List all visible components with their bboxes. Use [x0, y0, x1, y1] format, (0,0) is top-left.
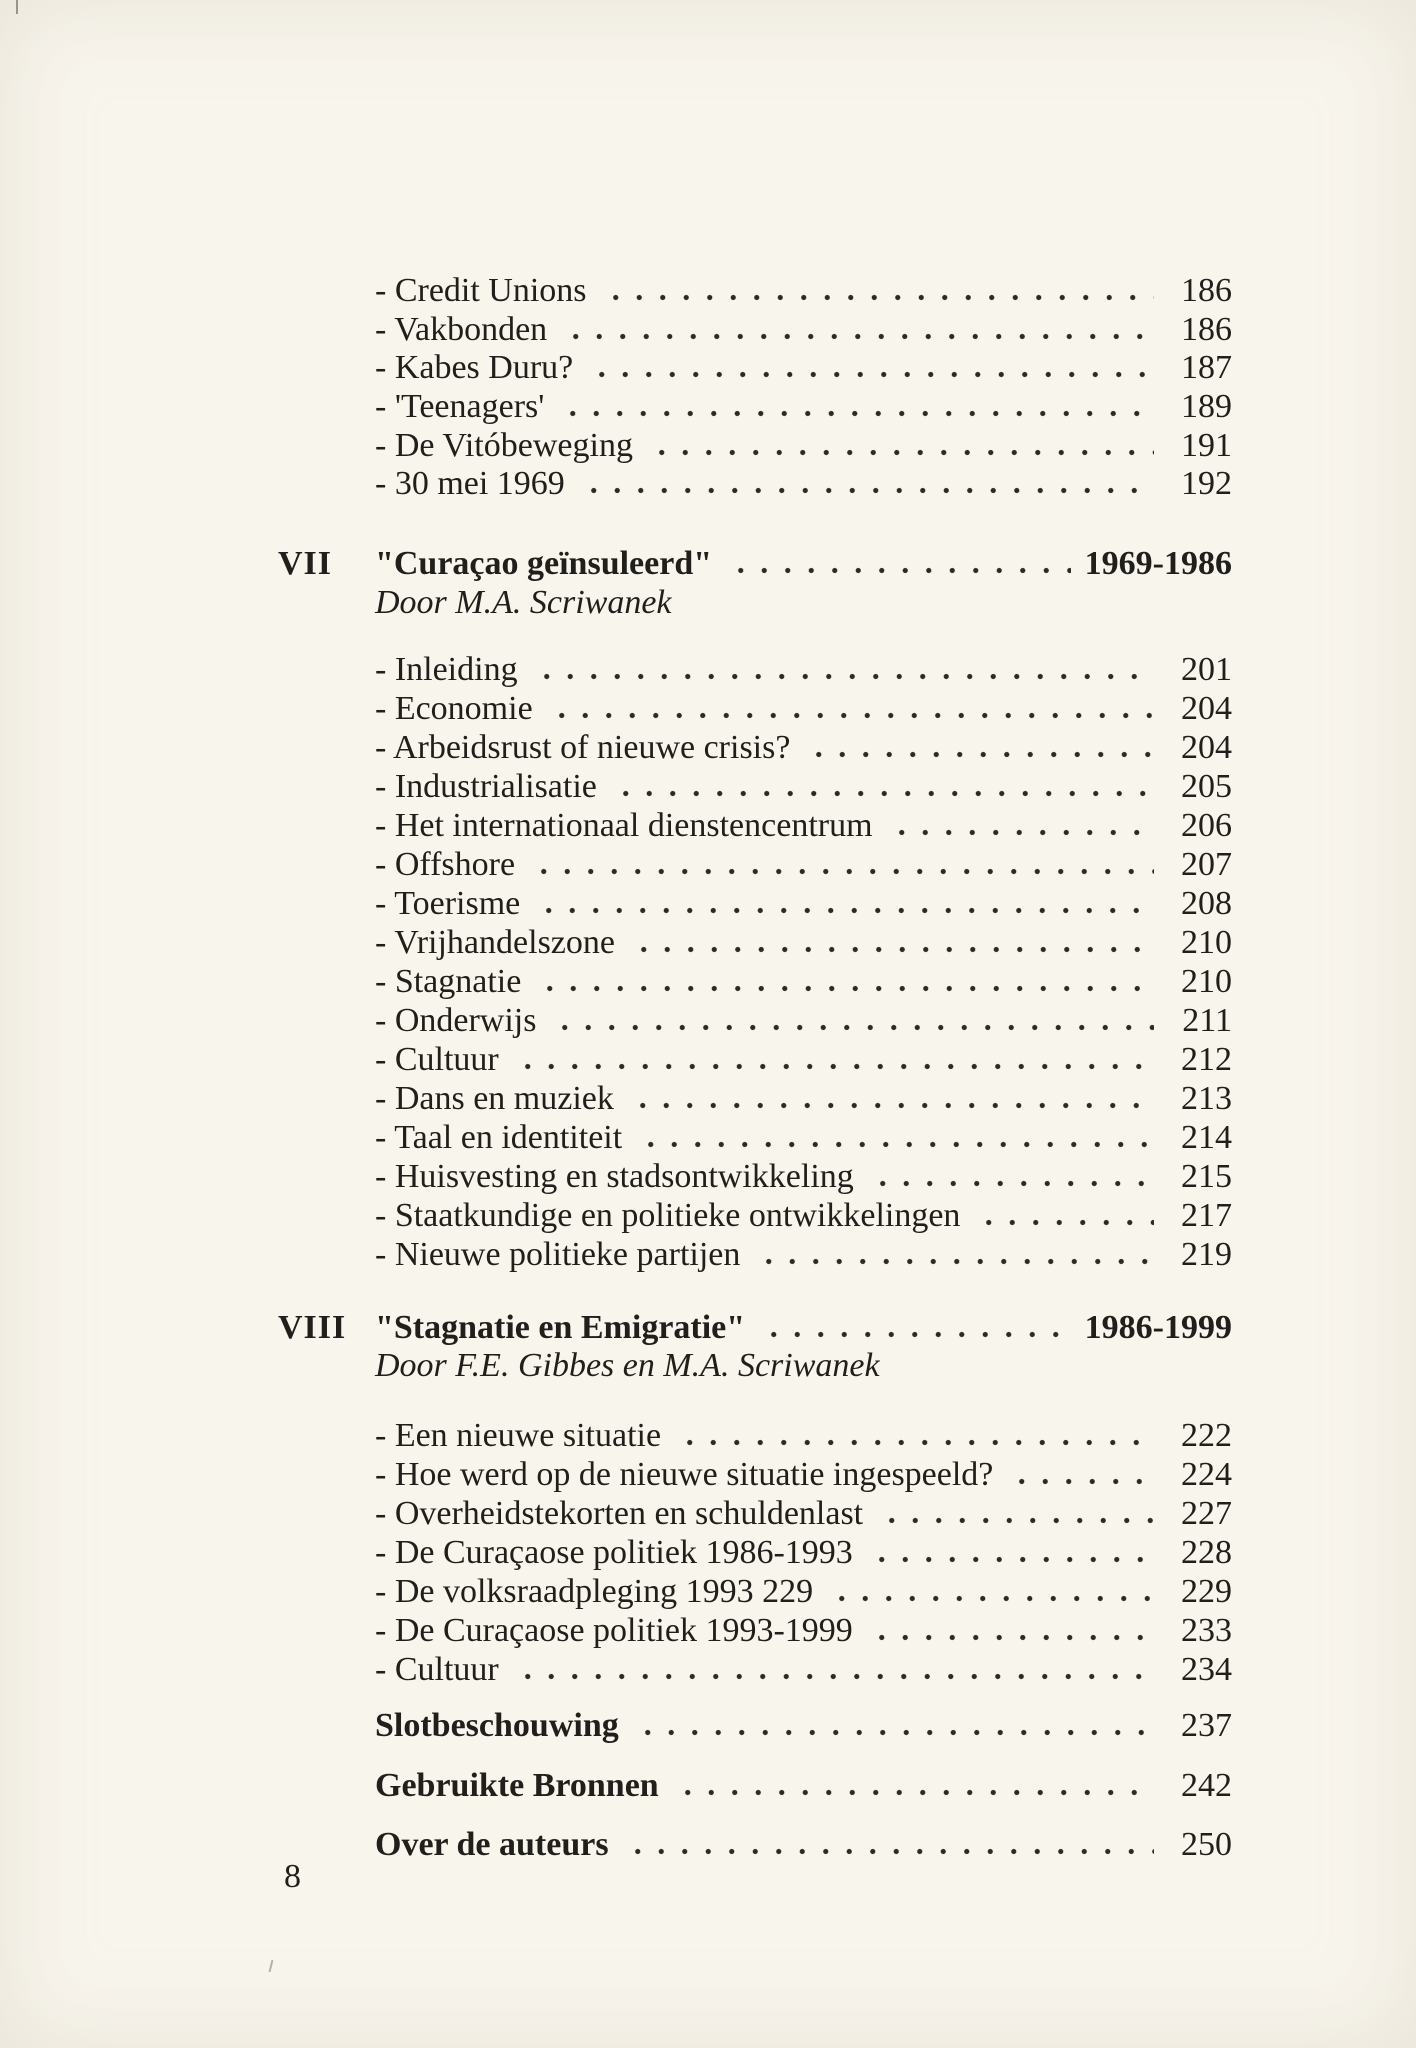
scan-artifact — [16, 0, 18, 14]
chapter-title: "Curaçao geïnsuleerd" — [375, 545, 713, 583]
dotted-leader — [600, 294, 1154, 301]
toc-entry — [375, 465, 1232, 504]
toc-entry — [375, 1001, 1232, 1040]
dotted-leader — [531, 673, 1154, 680]
toc-entry-page: 227 — [1181, 1494, 1232, 1532]
toc-entry-label: - Industrialisatie — [375, 767, 597, 805]
toc-entry — [375, 1118, 1232, 1157]
toc-entry-label: - Offshore — [375, 845, 516, 883]
toc-entry — [375, 728, 1232, 767]
toc-entry-label: Over de auteurs — [375, 1826, 609, 1864]
toc-entry-page: 212 — [1181, 1040, 1232, 1078]
toc-entry — [375, 1707, 1232, 1746]
toc-entry — [375, 1611, 1232, 1650]
toc-entry-page: 242 — [1181, 1766, 1232, 1804]
toc-entry-page: 207 — [1181, 845, 1232, 883]
dotted-leader — [803, 751, 1154, 758]
chapter-entries — [278, 1416, 1232, 1689]
chapter-title: "Stagnatie en Emigratie" — [375, 1308, 746, 1346]
toc-entry — [375, 806, 1232, 845]
toc-entry — [375, 1416, 1232, 1455]
toc-entry-label: - Overheidstekorten en schuldenlast — [375, 1494, 864, 1532]
toc-entry-label: - De volksraadpleging 1993 229 — [375, 1572, 814, 1610]
toc-entry — [375, 767, 1232, 806]
toc-entry-page: 237 — [1181, 1706, 1232, 1744]
toc-entry-label: - Credit Unions — [375, 272, 587, 309]
toc-entry-label: - Hoe werd op de nieuwe situatie ingespeeld? — [375, 1455, 994, 1493]
toc-entry — [375, 1157, 1232, 1196]
toc-entry — [375, 1650, 1232, 1689]
toc-entry-label: - Stagnatie — [375, 962, 522, 1000]
toc-entry-label: - Het internationaal dienstencentrum — [375, 806, 873, 844]
toc-entry-page: 191 — [1181, 426, 1232, 464]
dotted-leader — [528, 868, 1154, 875]
toc-entry-label: - Arbeidsrust of nieuwe crisis? — [375, 728, 791, 766]
chapter-byline: Door M.A. Scriwanek — [375, 583, 672, 621]
toc-entry-page: 213 — [1181, 1079, 1232, 1117]
toc-entry-label: - Huisvesting en stadsontwikkeling — [375, 1157, 854, 1195]
chapter-year-range: 1969-1986 — [1084, 545, 1232, 583]
toc-entry-page: 204 — [1181, 728, 1232, 766]
toc-entry-label: - 30 mei 1969 — [375, 465, 565, 503]
toc-entry-label: - Kabes Duru? — [375, 349, 574, 387]
toc-entry-page: 204 — [1181, 689, 1232, 727]
toc-entry-label: - Taal en identiteit — [375, 1118, 623, 1156]
toc-entry-page: 222 — [1181, 1416, 1232, 1454]
toc-entry-label: Slotbeschouwing — [375, 1706, 619, 1744]
dotted-leader — [610, 790, 1154, 797]
toc-entry-page: 224 — [1181, 1455, 1232, 1493]
toc-entry-label: - Onderwijs — [375, 1001, 537, 1039]
toc-entry-label: - Vrijhandelszone — [375, 923, 615, 961]
dotted-leader — [758, 1331, 1071, 1338]
toc-entry-page: 192 — [1181, 465, 1232, 503]
toc-entry-page: 187 — [1181, 349, 1232, 387]
chapter-byline: Door F.E. Gibbes en M.A. Scriwanek — [375, 1347, 880, 1385]
toc-entry-page: 186 — [1181, 272, 1232, 309]
toc-entry-label: - Toerisme — [375, 884, 521, 922]
toc-entry-label: Gebruikte Bronnen — [375, 1766, 659, 1804]
dotted-leader — [627, 1102, 1154, 1109]
toc-entry-label: - Economie — [375, 689, 533, 727]
toc-entry-page: 205 — [1181, 767, 1232, 805]
dotted-leader — [546, 712, 1154, 719]
toc-entry — [375, 1235, 1232, 1274]
toc-entry-label: - De Curaçaose politiek 1993-1999 — [375, 1611, 853, 1649]
toc-entry-page: 217 — [1181, 1196, 1232, 1234]
dotted-leader — [725, 567, 1071, 574]
chapter-heading — [278, 1309, 1232, 1348]
toc-entry-label: - Cultuur — [375, 1650, 499, 1688]
dotted-leader — [635, 1141, 1154, 1148]
dotted-leader — [512, 1673, 1154, 1680]
toc-entry — [375, 962, 1232, 1001]
toc-entry-label: - Dans en muziek — [375, 1079, 614, 1117]
dotted-leader — [646, 449, 1154, 456]
toc-entry — [375, 1040, 1232, 1079]
toc-entry-page: 186 — [1181, 310, 1232, 348]
toc-entry — [375, 1826, 1232, 1865]
dotted-leader — [753, 1258, 1154, 1265]
toc-entry-label: - Cultuur — [375, 1040, 499, 1078]
toc-entry-page: 189 — [1181, 388, 1232, 426]
dotted-leader — [886, 829, 1154, 836]
dotted-leader — [867, 1180, 1154, 1187]
toc-entry — [375, 388, 1232, 427]
toc-entry — [375, 689, 1232, 728]
dotted-leader — [973, 1219, 1154, 1226]
toc-entry-page: 206 — [1181, 806, 1232, 844]
toc-entry-page: 250 — [1181, 1826, 1232, 1864]
dotted-leader — [674, 1439, 1154, 1446]
toc-entry-label: - Inleiding — [375, 650, 518, 688]
chapter-numeral: VIII — [278, 1308, 347, 1346]
toc-entry — [375, 884, 1232, 923]
toc-entry — [375, 923, 1232, 962]
toc-entry-page: 228 — [1181, 1533, 1232, 1571]
toc-entry — [375, 1572, 1232, 1611]
dotted-leader — [672, 1789, 1154, 1796]
toc-entry-page: 214 — [1181, 1118, 1232, 1156]
dotted-leader — [557, 410, 1154, 417]
toc-entry — [375, 1494, 1232, 1533]
toc-entry-page: 229 — [1181, 1572, 1232, 1610]
toc-entry — [375, 1079, 1232, 1118]
dotted-leader — [1006, 1478, 1154, 1485]
toc-entry — [375, 311, 1232, 350]
dotted-leader — [549, 1024, 1154, 1031]
toc-entry-page: 233 — [1181, 1611, 1232, 1649]
toc-entry — [375, 1196, 1232, 1235]
toc-entry-label: - Een nieuwe situatie — [375, 1416, 662, 1454]
scan-artifact — [269, 1960, 274, 1972]
toc-entry — [375, 1533, 1232, 1572]
toc-entry-page: 234 — [1181, 1650, 1232, 1688]
table-of-contents — [278, 272, 1232, 1865]
chapter-entries — [278, 650, 1232, 1274]
toc-entry-label: - Vakbonden — [375, 310, 548, 348]
toc-entry-page: 215 — [1181, 1157, 1232, 1195]
dotted-leader — [560, 333, 1154, 340]
dotted-leader — [866, 1634, 1154, 1641]
toc-entry-page: 210 — [1181, 923, 1232, 961]
dotted-leader — [622, 1848, 1154, 1855]
chapter-year-range: 1986-1999 — [1084, 1308, 1232, 1346]
toc-entry-page: 210 — [1181, 962, 1232, 1000]
dotted-leader — [826, 1595, 1154, 1602]
toc-entry — [375, 272, 1232, 311]
toc-entry-label: - Staatkundige en politieke ontwikkelingen — [375, 1196, 961, 1234]
dotted-leader — [866, 1556, 1154, 1563]
toc-entry-label: - 'Teenagers' — [375, 388, 545, 426]
folio-page-number: 8 — [284, 1858, 301, 1895]
dotted-leader — [876, 1517, 1154, 1524]
toc-entry-page: 219 — [1181, 1235, 1232, 1273]
toc-entry-page: 208 — [1181, 884, 1232, 922]
dotted-leader — [533, 907, 1154, 914]
toc-entry-page: 211 — [1182, 1001, 1232, 1039]
chapter-numeral: VII — [278, 545, 333, 583]
toc-entry-label: - De Vitóbeweging — [375, 426, 633, 464]
toc-entry-page: 201 — [1181, 650, 1232, 688]
chapter-heading — [278, 545, 1232, 584]
toc-entry — [375, 427, 1232, 466]
toc-entry — [375, 845, 1232, 884]
dotted-leader — [586, 371, 1154, 378]
toc-entry — [375, 349, 1232, 388]
toc-entry-label: - Nieuwe politieke partijen — [375, 1235, 741, 1273]
toc-entry-label: - De Curaçaose politiek 1986-1993 — [375, 1533, 853, 1571]
toc-entry — [375, 1455, 1232, 1494]
dotted-leader — [632, 1729, 1154, 1736]
dotted-leader — [578, 487, 1154, 494]
dotted-leader — [534, 985, 1154, 992]
toc-entry — [375, 1767, 1232, 1806]
dotted-leader — [628, 946, 1154, 953]
toc-entry — [375, 650, 1232, 689]
dotted-leader — [512, 1063, 1154, 1070]
